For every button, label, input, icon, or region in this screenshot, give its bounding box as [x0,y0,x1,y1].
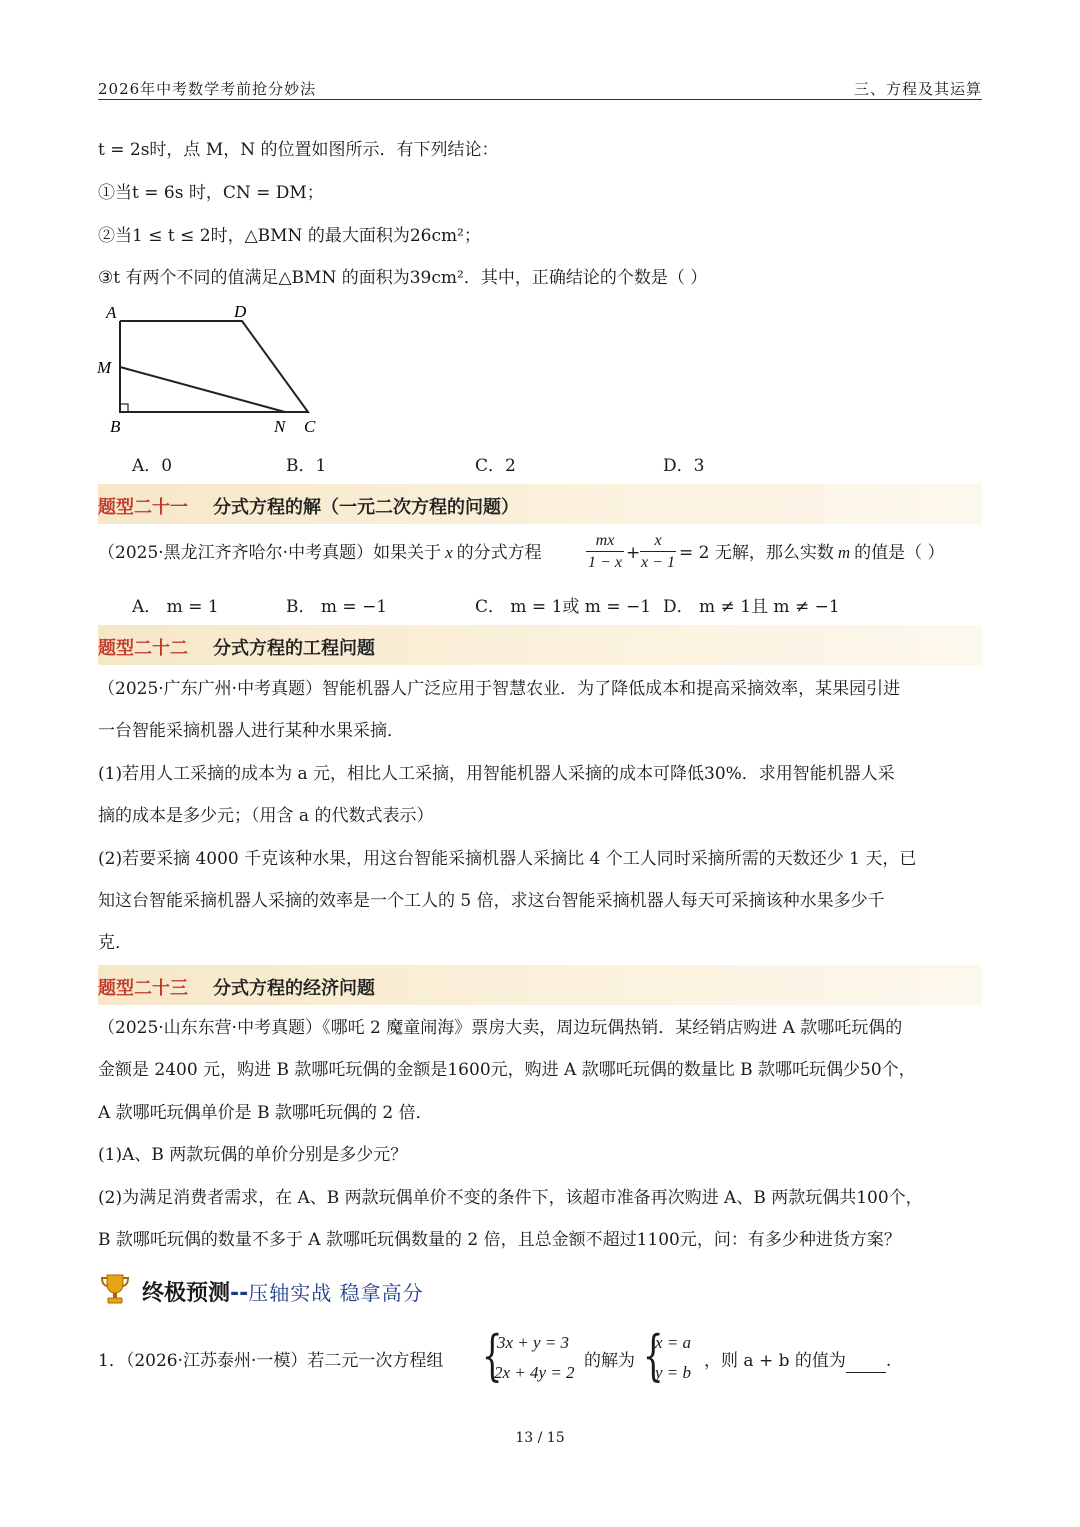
header-divider [98,99,982,100]
label-c: C [304,417,316,436]
question-text-21b: = 2 无解，那么实数 m 的值是（ ） [679,543,945,563]
system-eq2: 2x + 4y = 2 [494,1363,575,1382]
paragraph-line: （2025·山东东营·中考真题）《哪吒 2 魔童闹海》票房大卖，周边玩偶热销．某经销店购进 A 款哪吒玩偶的 [98,1018,903,1038]
ultimate-heading: 终极预测--压轴实战 稳拿高分 [142,1281,424,1306]
page-number: 13 / 15 [515,1430,565,1446]
choice-a: A．0 [132,456,173,476]
trophy-icon [100,1272,130,1306]
trapezoid-figure [92,300,332,440]
paragraph-line: (2)若要采摘 4000 千克该种水果，用这台智能采摘机器人采摘比 4 个工人同时采摘所需的天数还少 1 天，已 [98,849,917,869]
choice-b: B．1 [286,456,327,476]
label-m: M [97,358,112,377]
paragraph-line: 摘的成本是多少元；（用含 a 的代数式表示） [98,806,434,826]
label-d: D [234,302,247,321]
system-brace: { [481,1324,503,1387]
fraction-x: $\frac{x}{x - 1}$ [641,532,675,571]
conclusion-1: ①当t = 6s 时，CN = DM； [98,183,324,203]
section-header-23 [98,965,982,1005]
choice-c: C． m = 1或 m = −1 [475,597,652,617]
paragraph-line: 克． [98,933,132,953]
conclusion-3: ③t 有两个不同的值满足△BMN 的面积为39cm²．其中，正确结论的个数是（ ） [98,268,708,288]
paragraph-line: (2)为满足消费者需求，在 A、B 两款玩偶单价不变的条件下，该超市准备再次购进 A、B 两款玩偶共100个， [98,1188,923,1208]
paragraph-line: 知这台智能采摘机器人采摘的效率是一个工人的 5 倍，求这台智能采摘机器人每天可采摘该种水果多少千 [98,891,885,911]
solution-eq2: y = b [655,1363,692,1382]
system-eq1: 3x + y = 3 [497,1333,570,1352]
solution-brace: { [642,1324,664,1387]
question-text-21a: （2025·黑龙江齐齐哈尔·中考真题）如果关于 x 的分式方程 [98,543,542,563]
section-number: 题型二十二 [98,638,188,659]
solution-eq1: x = a [655,1333,692,1352]
label-a: A [106,303,117,322]
paragraph-line: 金额是 2400 元，购进 B 款哪吒玩偶的金额是1600元，购进 A 款哪吒玩偶的数量比 B 款哪吒玩偶少50个， [98,1060,916,1080]
ultimate-title: 终极预测 [142,1281,231,1306]
ultimate-subtitle: 压轴实战 稳拿高分 [248,1281,424,1305]
q1-prefix: 1．（2026·江苏泰州·一模）若二元一次方程组 [98,1351,444,1371]
section-title: 分式方程的解（一元二次方程的问题） [213,497,519,518]
section-title: 分式方程的经济问题 [213,978,375,999]
label-n: N [274,417,286,436]
section-header-22 [98,625,982,665]
paragraph-line: (1)A、B 两款玩偶的单价分别是多少元？ [98,1145,408,1165]
q1-suffix: ，则 a + b 的值为 . [704,1351,892,1371]
plus-sign: + [626,543,641,563]
intro-line: t = 2s时，点 M，N 的位置如图所示．有下列结论： [98,140,499,160]
section-number: 题型二十一 [98,497,188,518]
choice-b: B． m = −1 [286,597,388,617]
header-right: 三、方程及其运算 [853,80,982,98]
choice-d: D． m ≠ 1且 m ≠ −1 [663,597,840,617]
choice-d: D．3 [663,456,705,476]
answer-blank [846,1354,886,1373]
paragraph-line: （2025·广东广州·中考真题）智能机器人广泛应用于智慧农业．为了降低成本和提高采摘效率，某果园引进 [98,679,901,699]
header-left: 2026年中考数学考前抢分妙法 [98,80,317,98]
conclusion-2: ②当1 ≤ t ≤ 2时，△BMN 的最大面积为26cm²； [98,226,481,246]
fraction-mx: $\frac{mx}{1 - x}$ [586,531,624,574]
paragraph-line: 一台智能采摘机器人进行某种水果采摘． [98,721,404,741]
section-title: 分式方程的工程问题 [213,638,375,659]
paragraph-line: A 款哪吒玩偶单价是 B 款哪吒玩偶的 2 倍． [98,1103,433,1123]
paragraph-line: B 款哪吒玩偶的数量不多于 A 款哪吒玩偶数量的 2 倍，且总金额不超过1100元，问：有多少种进货方案？ [98,1230,901,1250]
q1-mid: 的解为 [584,1351,635,1371]
label-b: B [110,417,121,436]
choice-a: A． m = 1 [132,597,219,617]
section-number: 题型二十三 [98,978,188,999]
paragraph-line: (1)若用人工采摘的成本为 a 元，相比人工采摘，用智能机器人采摘的成本可降低30%．求用智能机器人采 [98,764,895,784]
section-header-21 [98,484,982,524]
choice-c: C．2 [475,456,516,476]
